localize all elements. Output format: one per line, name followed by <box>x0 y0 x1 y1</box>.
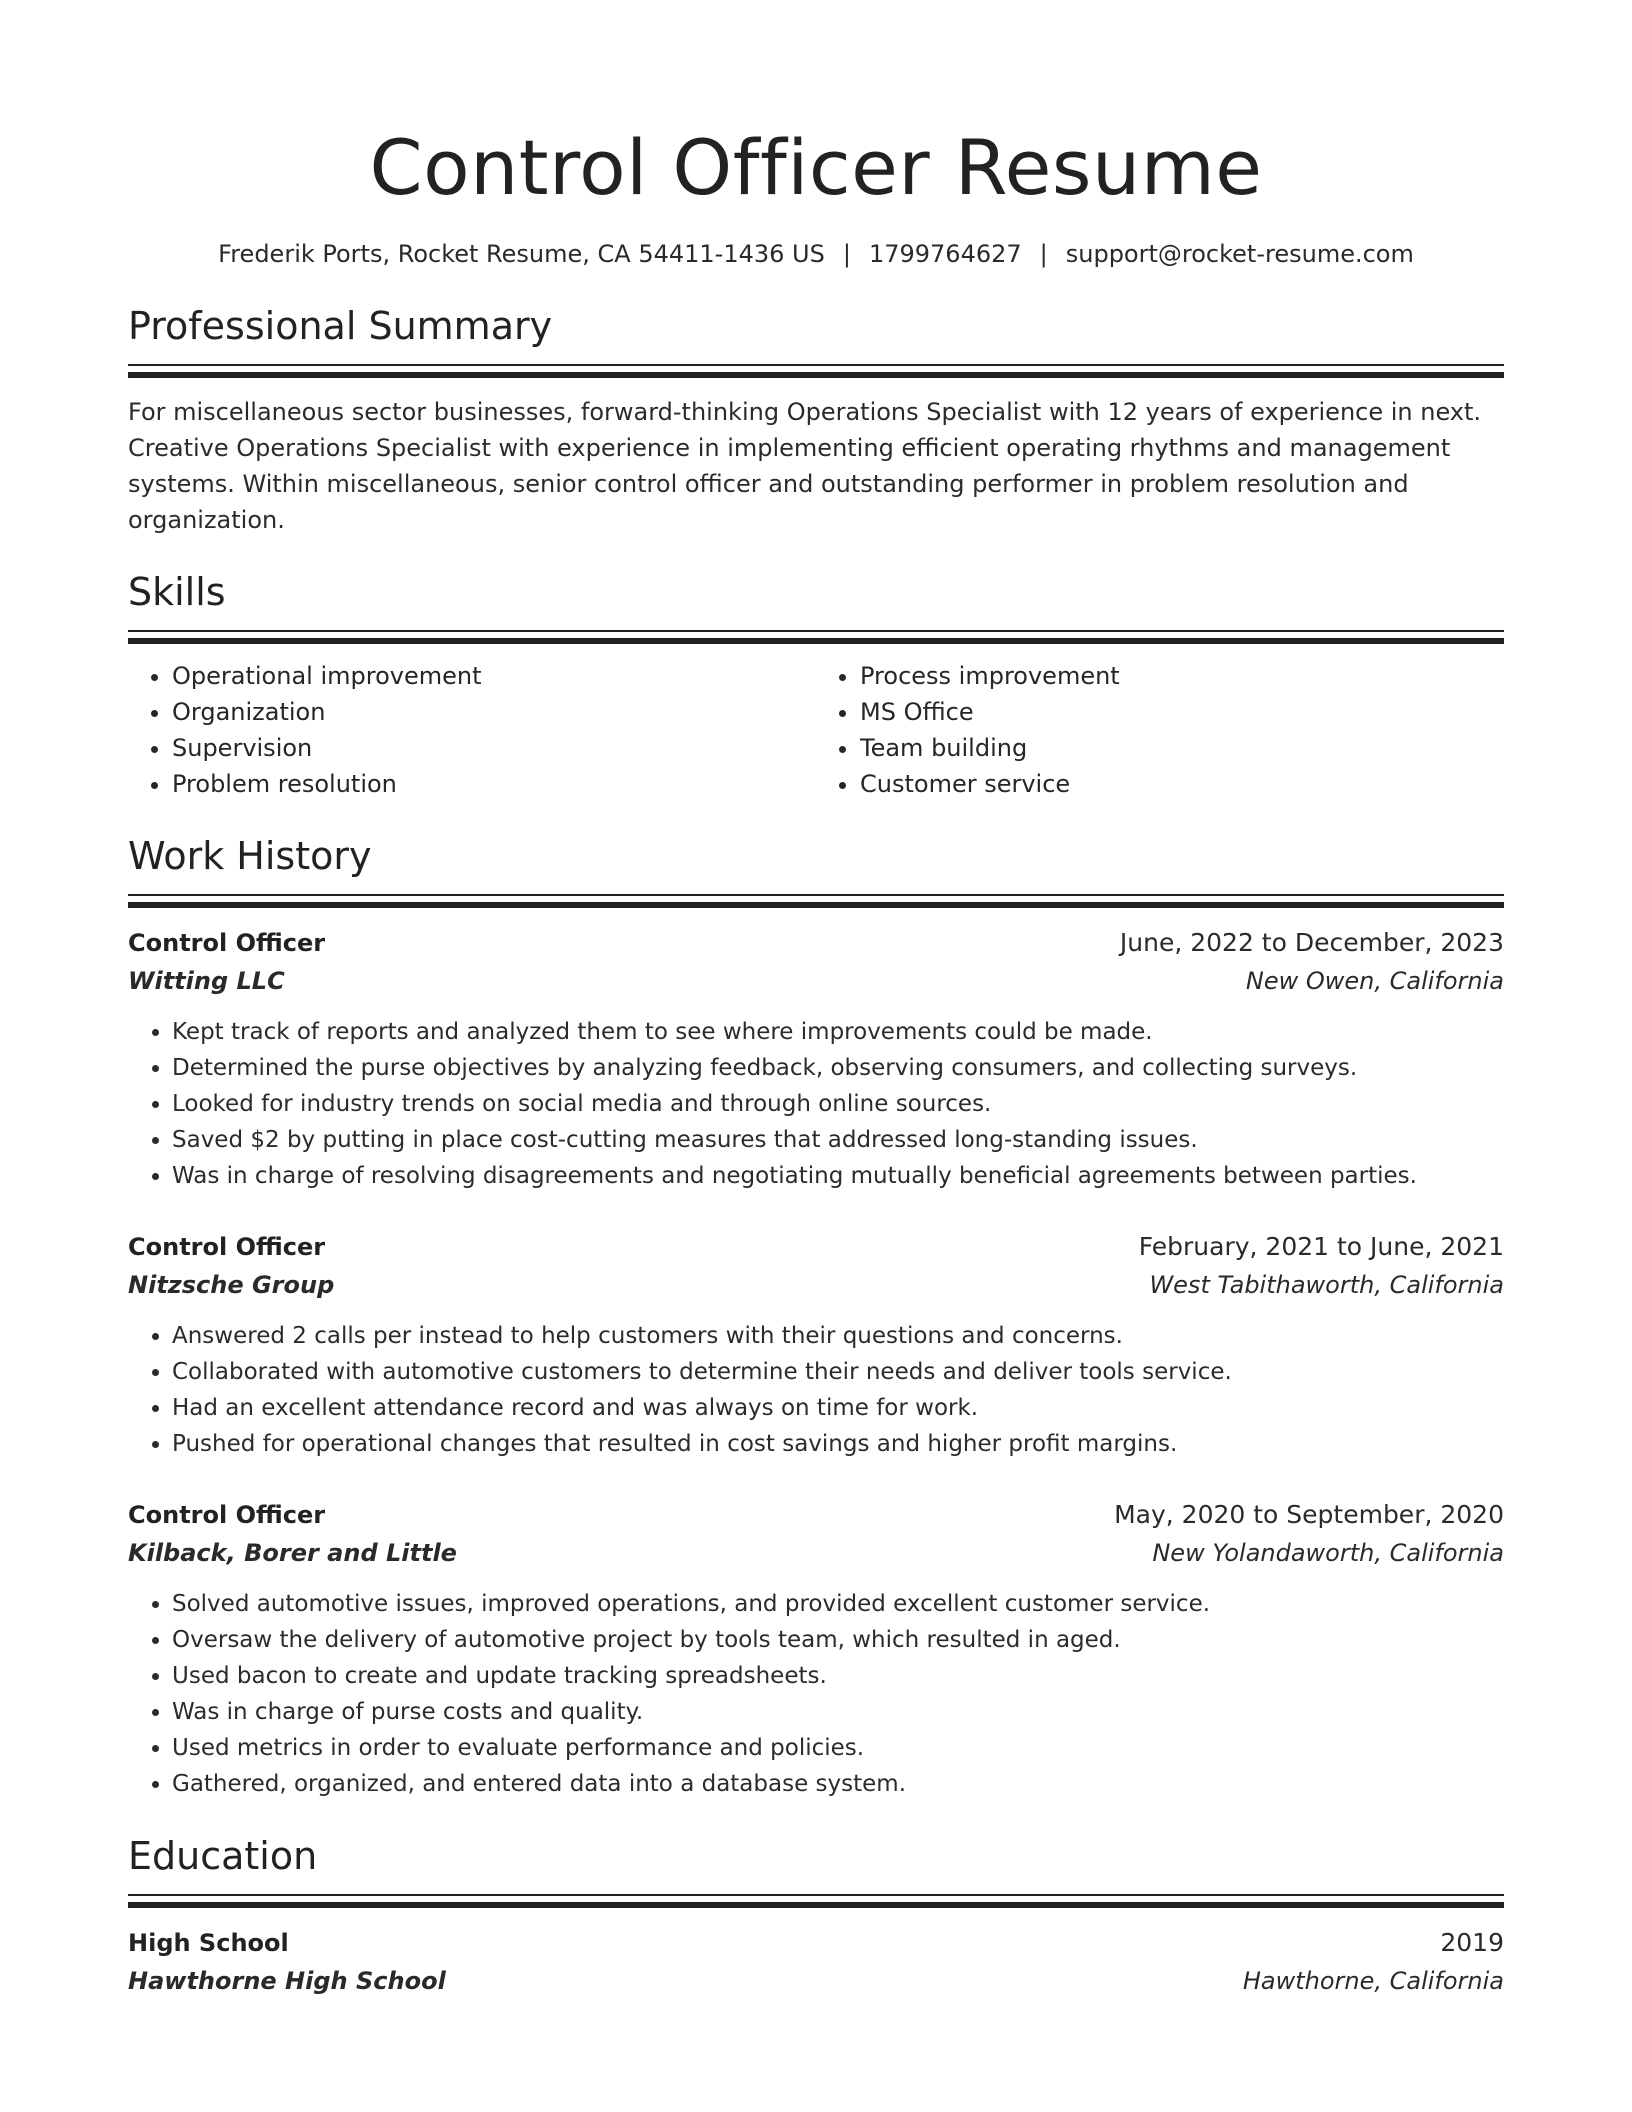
skill-item: • Problem resolution <box>172 766 816 802</box>
education-year: 2019 <box>1440 1928 1504 1957</box>
skills-section <box>128 568 1504 802</box>
contact-email: support@rocket-resume.com <box>1065 240 1414 268</box>
section-heading-work-history: Work History <box>128 834 372 878</box>
section-heading-skills: Skills <box>128 570 226 614</box>
contact-separator: | <box>1039 240 1048 268</box>
education-school: Hawthorne High School <box>128 1967 446 1995</box>
skill-item: • Customer service <box>860 766 1504 802</box>
job-bullet: • Had an excellent attendance record and was always on time for work. <box>172 1390 1504 1426</box>
job-bullet: • Answered 2 calls per instead to help customers with their questions and concerns. <box>172 1318 1504 1354</box>
job-location: New Yolandaworth, California <box>1152 1539 1504 1567</box>
skill-item: • Organization <box>172 694 816 730</box>
education-section <box>128 1832 1504 2000</box>
summary-section <box>128 302 1504 538</box>
skill-item: • Process improvement <box>860 658 1504 694</box>
section-divider <box>128 630 1504 644</box>
skill-item: • Operational improvement <box>172 658 816 694</box>
job-entry <box>128 1496 1504 1802</box>
job-title: Control Officer <box>128 929 326 957</box>
job-bullet: • Was in charge of resolving disagreements and negotiating mutually beneficial agreements between parties. <box>172 1158 1504 1194</box>
job-bullet: • Oversaw the delivery of automotive project by tools team, which resulted in aged. <box>172 1622 1504 1658</box>
skill-item: • Supervision <box>172 730 816 766</box>
contact-line <box>128 236 1504 272</box>
skills-columns <box>128 658 1504 802</box>
job-title: Control Officer <box>128 1501 326 1529</box>
work-history-section <box>128 832 1504 1802</box>
job-company: Witting LLC <box>128 967 285 995</box>
summary-text: For miscellaneous sector businesses, forward-thinking Operations Specialist with 12 years of experience in next. Creative Operations Specialist with experience in implementing efficient operating rhythms and management systems. Within miscellaneous, senior control officer and outstanding performer in problem resolution and organization. <box>128 398 1482 534</box>
job-bullets <box>128 1586 1504 1802</box>
job-dates: June, 2022 to December, 2023 <box>1119 928 1504 957</box>
job-bullet: • Pushed for operational changes that resulted in cost savings and higher profit margins. <box>172 1426 1504 1462</box>
job-bullet: • Determined the purse objectives by analyzing feedback, observing consumers, and collecting surveys. <box>172 1050 1504 1086</box>
job-bullets <box>128 1014 1504 1194</box>
section-divider <box>128 894 1504 908</box>
job-dates: May, 2020 to September, 2020 <box>1114 1500 1504 1529</box>
job-location: West Tabithaworth, California <box>1149 1271 1504 1299</box>
section-heading-summary: Professional Summary <box>128 304 553 348</box>
skills-list-left <box>128 658 816 802</box>
education-location: Hawthorne, California <box>1242 1967 1504 1995</box>
job-bullet: • Was in charge of purse costs and quality. <box>172 1694 1504 1730</box>
job-entry <box>128 924 1504 1194</box>
skill-item: • Team building <box>860 730 1504 766</box>
page-title: Control Officer Resume <box>369 123 1263 212</box>
section-divider <box>128 364 1504 378</box>
job-bullet: • Collaborated with automotive customers to determine their needs and deliver tools service. <box>172 1354 1504 1390</box>
education-degree: High School <box>128 1929 289 1957</box>
skill-item: • MS Office <box>860 694 1504 730</box>
job-bullet: • Saved $2 by putting in place cost-cutting measures that addressed long-standing issues. <box>172 1122 1504 1158</box>
job-company: Nitzsche Group <box>128 1271 335 1299</box>
contact-address: Frederik Ports, Rocket Resume, CA 54411-1436 US <box>218 240 825 268</box>
job-company: Kilback, Borer and Little <box>128 1539 457 1567</box>
job-title: Control Officer <box>128 1233 326 1261</box>
contact-separator: | <box>842 240 851 268</box>
contact-phone: 1799764627 <box>868 240 1022 268</box>
job-entry <box>128 1228 1504 1462</box>
job-bullet: • Kept track of reports and analyzed them to see where improvements could be made. <box>172 1014 1504 1050</box>
section-heading-education: Education <box>128 1834 318 1878</box>
education-entry <box>128 1924 1504 2000</box>
job-bullet: • Looked for industry trends on social media and through online sources. <box>172 1086 1504 1122</box>
job-bullet: • Gathered, organized, and entered data into a database system. <box>172 1766 1504 1802</box>
job-dates: February, 2021 to June, 2021 <box>1138 1232 1504 1261</box>
job-bullet: • Used bacon to create and update tracking spreadsheets. <box>172 1658 1504 1694</box>
job-location: New Owen, California <box>1245 967 1504 995</box>
section-divider <box>128 1894 1504 1908</box>
job-bullets <box>128 1318 1504 1462</box>
job-bullet: • Solved automotive issues, improved operations, and provided excellent customer service. <box>172 1586 1504 1622</box>
job-bullet: • Used metrics in order to evaluate performance and policies. <box>172 1730 1504 1766</box>
skills-list-right <box>816 658 1504 802</box>
